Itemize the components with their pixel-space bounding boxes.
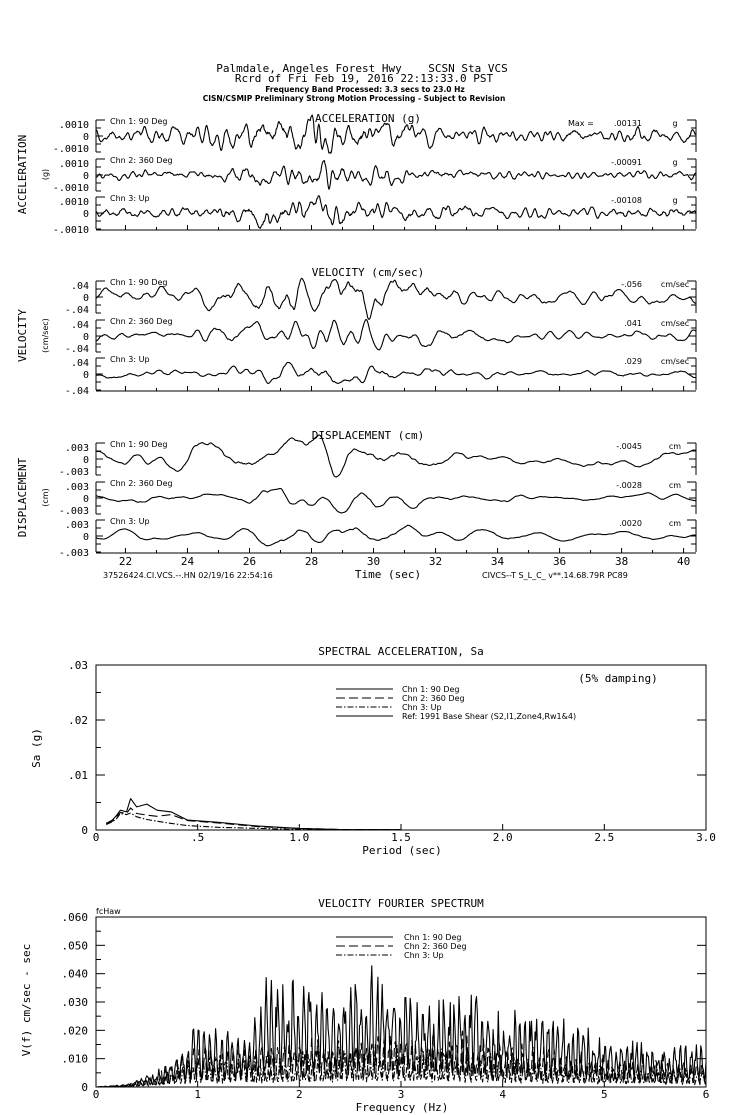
y-tick-label: 0 [82,370,89,381]
x-tick-label: 32 [428,555,443,568]
channel-label: Chn 2: 360 Deg [110,317,173,326]
x-tick-label: 1.0 [289,831,310,844]
frequency-band: Frequency Band Processed: 3.3 secs to 23.0 Hz [265,85,465,94]
peak-value: .029 [624,357,642,366]
plot-frame [96,665,706,830]
y-tick-label: .03 [68,659,88,672]
y-tick-label: .01 [68,769,88,782]
panel-title: ACCELERATION (g) [315,112,421,125]
y-tick-label: -.003 [58,467,89,478]
panel-unit-label: (cm/sec) [41,318,50,353]
peak-unit: cm [668,442,682,451]
trace-0-1 [96,160,696,189]
peak-unit: g [672,119,678,128]
peak-value: .00131 [614,119,642,128]
legend-label: Chn 2: 360 Deg [404,942,467,951]
peak-value: -.0045 [616,442,642,451]
x-tick-label: 6 [702,1088,710,1101]
x-axis-label: Period (sec) [362,844,442,857]
legend-label: Chn 1: 90 Deg [404,933,462,942]
y-tick-label: 0 [82,293,89,304]
x-tick-label: 34 [490,555,505,568]
peak-unit: cm/sec [660,319,690,328]
x-tick-label: 5 [601,1088,608,1101]
peak-value: -.00108 [611,196,642,205]
y-tick-label: .0010 [58,197,89,208]
x-tick-label: 3 [397,1088,405,1101]
channel-label: Chn 2: 360 Deg [110,479,173,488]
y-tick-label: .003 [64,482,89,493]
x-tick-label: 28 [304,555,319,568]
panel-title: VELOCITY (cm/sec) [311,266,425,279]
x-tick-label: .5 [191,831,205,844]
y-tick-label: -.003 [58,506,89,517]
channel-label: Chn 1: 90 Deg [110,440,168,449]
x-tick-label: 2 [296,1088,303,1101]
peak-value: -.0028 [616,481,642,490]
x-tick-label: 26 [242,555,257,568]
y-tick-label: 0 [82,532,89,543]
record-id: 37526424.CI.VCS.--.HN 02/19/16 22:54:16 [103,571,273,580]
station-title: Palmdale, Angeles Forest Hwy SCSN Sta VCS [216,62,508,75]
panel-side-label: VELOCITY [16,309,29,362]
y-tick-label: -.0010 [52,144,89,155]
record-datetime: Rcrd of Fri Feb 19, 2016 22:13:33.0 PST [234,72,494,85]
panel-side-label: DISPLACEMENT [16,457,29,538]
x-tick-label: 3.0 [696,831,716,844]
y-tick-label: -.04 [64,305,89,316]
peak-value: -.00091 [611,158,642,167]
trace-1-1 [96,320,696,350]
y-tick-label: .050 [61,939,88,953]
y-tick-label: .0010 [58,159,89,170]
y-axis-label: V(f) cm/sec - sec [20,943,33,1057]
peak-unit: cm/sec [660,280,690,289]
peak-unit: cm [668,481,682,490]
y-tick-label: 0 [81,824,88,837]
y-tick-label: .060 [61,911,88,924]
peak-value: -.056 [621,280,642,289]
legend-label: Chn 1: 90 Deg [402,685,460,694]
channel-label: Chn 1: 90 Deg [110,278,168,287]
channel-label: Chn 1: 90 Deg [110,117,168,126]
y-tick-label: .04 [70,358,89,369]
y-tick-label: -.0010 [52,183,89,194]
legend-label: Chn 2: 360 Deg [402,694,465,703]
peak-unit: cm [668,519,682,528]
peak-prefix: Max = [568,119,594,128]
peak-unit: cm/sec [660,357,690,366]
y-tick-label: .003 [64,443,89,454]
corner-label: fcHaw [96,907,121,916]
y-tick-label: .04 [70,281,89,292]
channel-label: Chn 3: Up [110,517,150,526]
panel-unit-label: (g) [41,168,50,181]
legend-label: Chn 3: Up [402,703,442,712]
x-axis-label: Time (sec) [354,568,422,581]
channel-label: Chn 3: Up [110,194,150,203]
channel-label: Chn 2: 360 Deg [110,156,173,165]
channel-label: Chn 3: Up [110,355,150,364]
processing-version: CIVCS--T S_L_C_ v**.14.68.79R PC89 [482,571,628,580]
x-tick-label: 4 [499,1088,506,1101]
x-tick-label: 0 [92,831,100,844]
y-tick-label: -.003 [58,548,89,559]
peak-unit: g [672,196,678,205]
processing-note: CISN/CSMIP Preliminary Strong Motion Processing - Subject to Revision [202,94,506,103]
sa-curve-1 [106,799,401,830]
trace-1-2 [96,362,696,383]
y-tick-label: 0 [82,209,89,220]
y-tick-label: .010 [61,1052,88,1066]
peak-value: .041 [624,319,642,328]
y-tick-label: -.0010 [52,225,89,236]
y-axis-label: Sa (g) [30,728,43,768]
y-tick-label: 0 [82,171,89,182]
legend-label: Ref: 1991 Base Shear (S2,I1,Zone4,Rw1&4) [402,712,577,721]
x-tick-label: 36 [552,555,567,568]
panel-unit-label: (cm) [41,488,50,507]
x-tick-label: 40 [676,555,691,568]
y-tick-label: .0010 [58,120,89,131]
y-tick-label: 0 [82,494,89,505]
trace-0-2 [96,196,696,229]
y-tick-label: .04 [70,320,89,331]
damping-note: (5% damping) [578,672,658,685]
x-tick-label: 2.0 [492,831,513,844]
fourier-curve-3 [96,1045,706,1087]
trace-2-2 [96,525,696,546]
trace-2-1 [96,489,696,513]
y-tick-label: -.04 [64,344,89,355]
plot-title: VELOCITY FOURIER SPECTRUM [318,897,484,910]
y-tick-label: 0 [81,1081,88,1094]
plot-title: SPECTRAL ACCELERATION, Sa [318,645,484,658]
x-tick-label: 2.5 [594,831,615,844]
sa-curve-2 [106,808,401,830]
y-tick-label: .003 [64,520,89,531]
x-tick-label: 1 [194,1088,201,1101]
y-tick-label: .030 [61,996,88,1009]
y-tick-label: 0 [82,332,89,343]
peak-unit: g [672,158,678,167]
y-tick-label: .020 [61,1024,88,1038]
trace-1-0 [96,278,696,319]
panel-title: DISPLACEMENT (cm) [311,429,425,442]
x-axis-label: Frequency (Hz) [355,1101,449,1114]
y-tick-label: 0 [82,132,89,143]
panel-side-label: ACCELERATION [16,134,29,215]
y-tick-label: 0 [82,455,89,466]
x-tick-label: 24 [180,555,195,568]
y-tick-label: .040 [61,967,88,981]
y-tick-label: -.04 [64,386,89,397]
y-tick-label: .02 [68,714,88,727]
legend-label: Chn 3: Up [404,951,444,960]
x-tick-label: 0 [92,1088,100,1101]
peak-value: .0020 [619,519,642,528]
x-tick-label: 38 [614,555,629,568]
x-tick-label: 1.5 [391,831,411,844]
x-tick-label: 30 [366,555,381,568]
x-tick-label: 22 [118,555,133,568]
